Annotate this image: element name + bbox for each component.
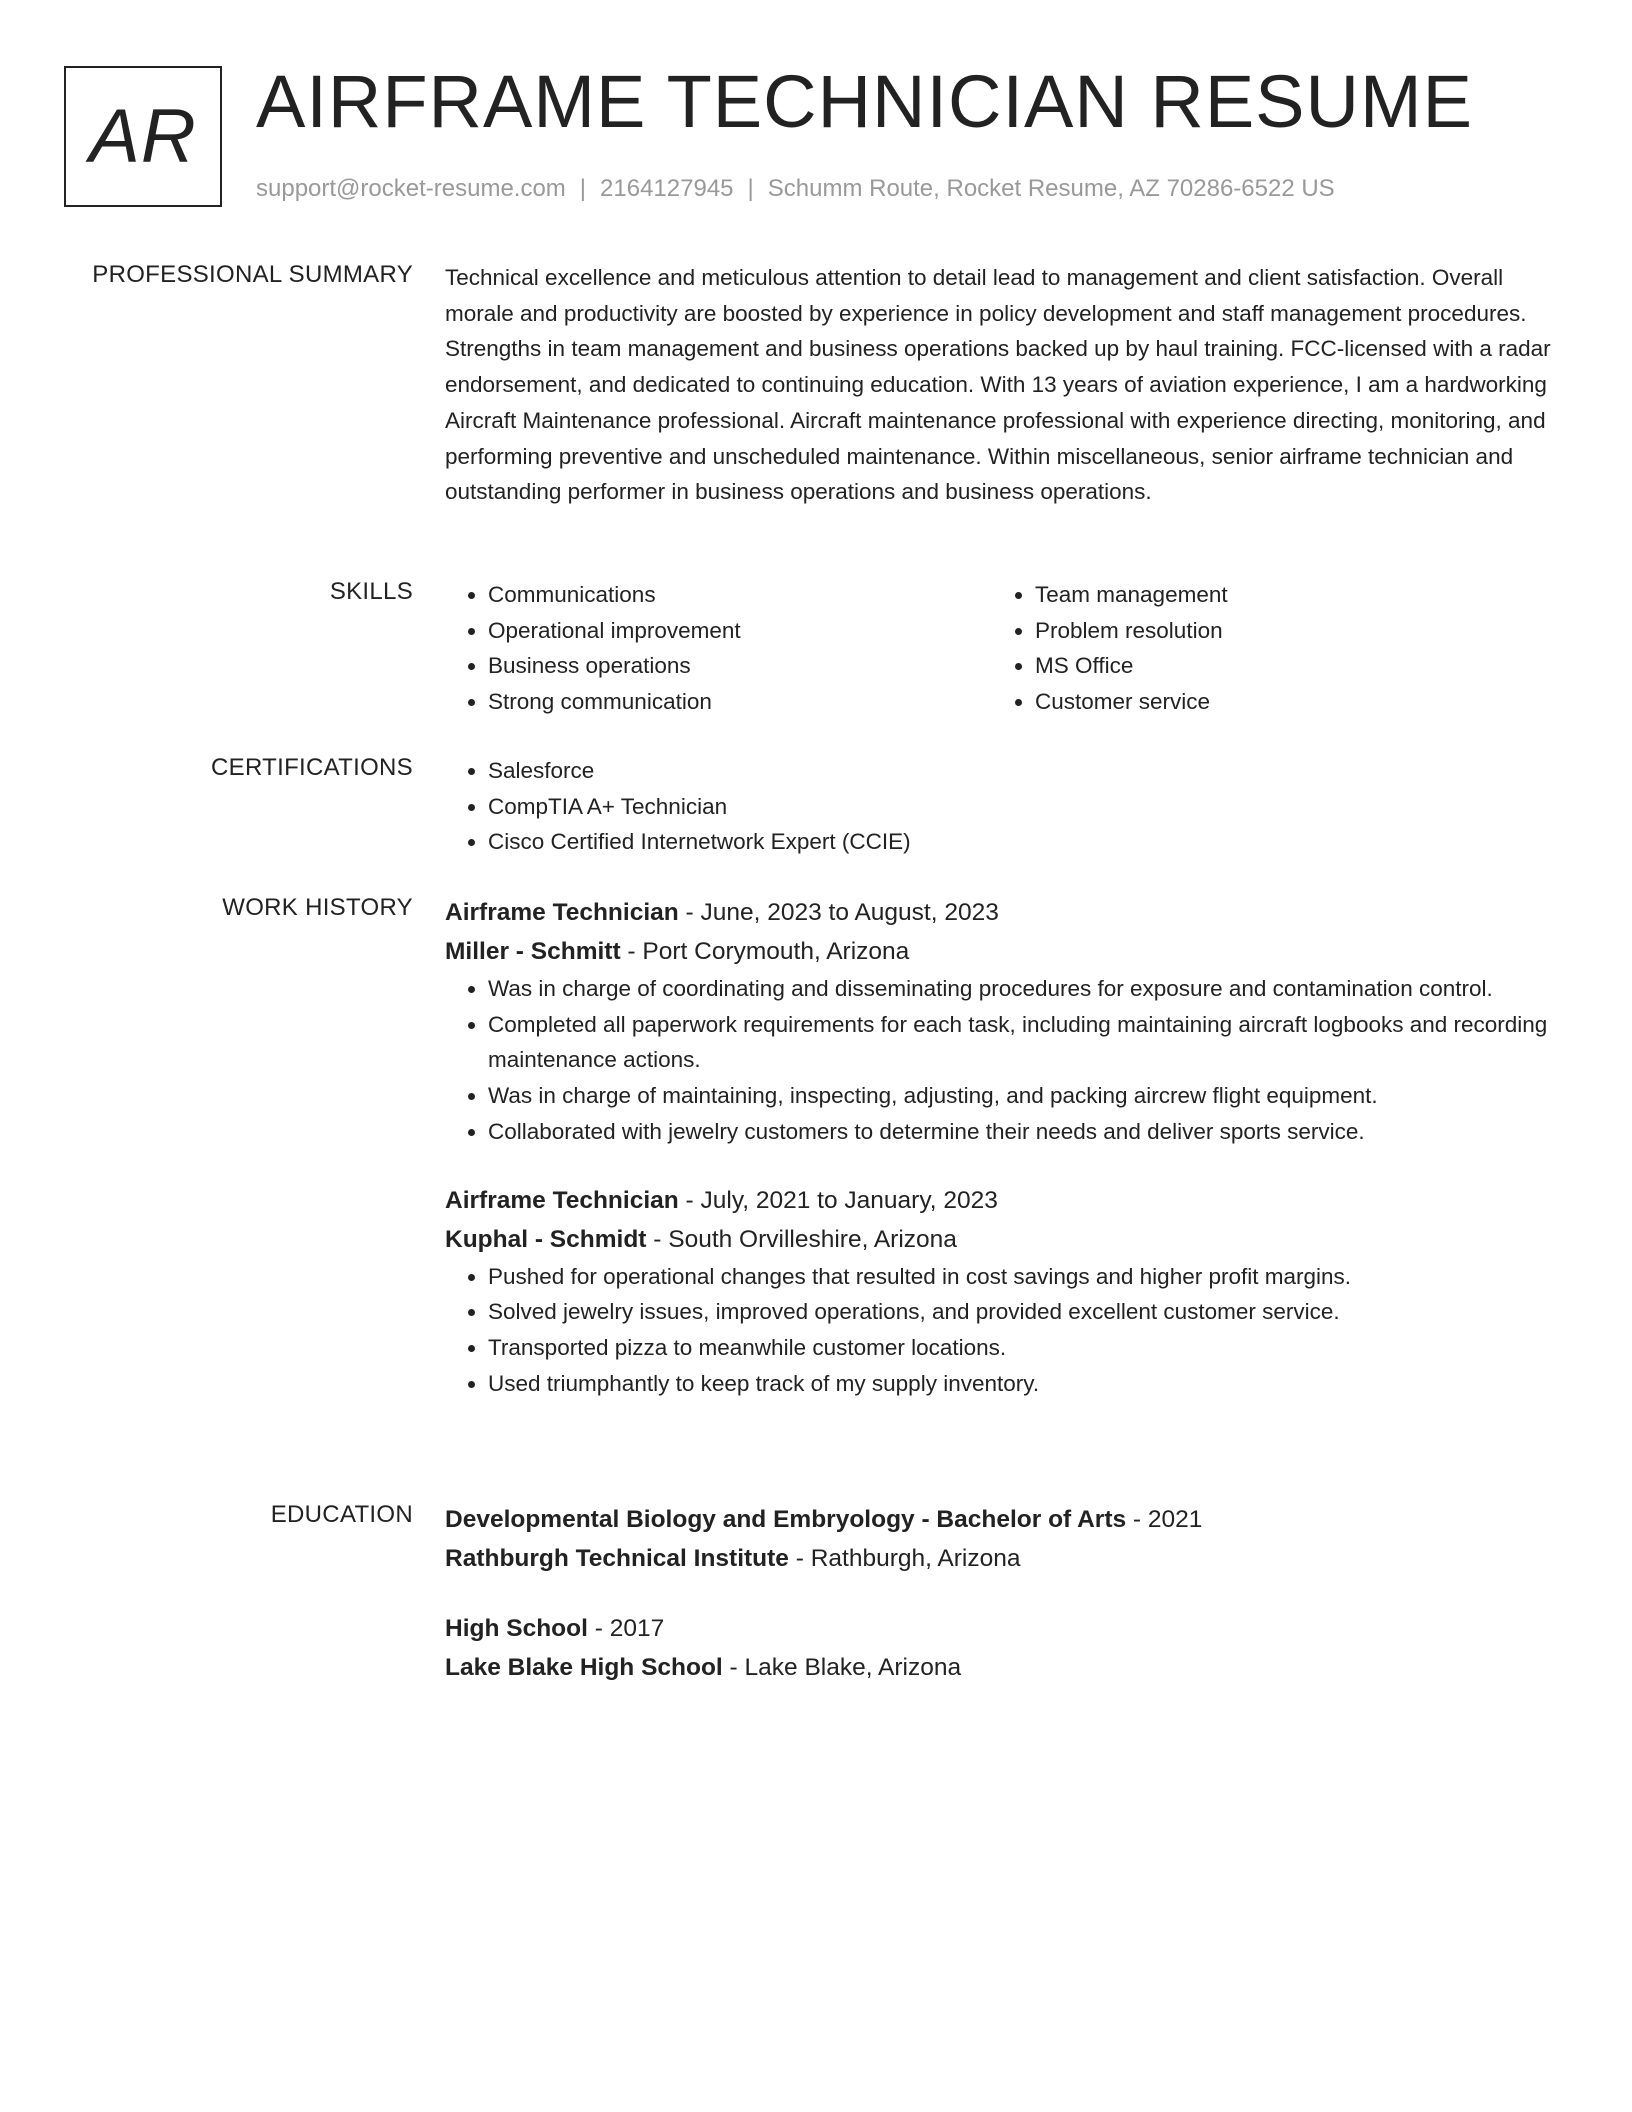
education-entry	[445, 1609, 1560, 1687]
list-item: • Collaborated with jewelry customers to determine their needs and deliver sports service.	[488, 1114, 1560, 1150]
resume-title: AIRFRAME TECHNICIAN RESUME	[256, 60, 1473, 143]
job-title-line	[445, 1181, 1560, 1220]
education-school-line	[445, 1539, 1560, 1578]
job-company: Miller - Schmitt	[445, 938, 621, 965]
certifications-list	[445, 753, 1560, 860]
job-company: Kuphal - Schmidt	[445, 1225, 647, 1253]
job-title: Airframe Technician	[445, 899, 679, 926]
contact-separator: |	[747, 175, 754, 202]
list-item: • Solved jewelry issues, improved operations, and provided excellent customer service.	[488, 1294, 1560, 1330]
education-degree: High School	[445, 1615, 588, 1642]
education-school: Lake Blake High School	[445, 1654, 723, 1681]
job-title-line	[445, 893, 1560, 932]
contact-line	[256, 174, 1335, 204]
section-label-work-history: WORK HISTORY	[222, 894, 413, 921]
education-location: - Rathburgh, Arizona	[788, 1545, 1021, 1572]
job-company-line	[445, 1220, 1560, 1259]
list-item: • Transported pizza to meanwhile customer locations.	[488, 1330, 1560, 1366]
list-item: • Team management	[1035, 577, 1539, 613]
job-dates: - June, 2023 to August, 2023	[678, 899, 999, 926]
contact-separator: |	[579, 175, 587, 202]
job-bullets	[445, 1259, 1560, 1402]
job-location: - South Orvilleshire, Arizona	[646, 1225, 957, 1253]
education-entry	[445, 1500, 1560, 1578]
education-degree-line	[445, 1609, 1560, 1648]
list-item: • Cisco Certified Internetwork Expert (CCIE)	[488, 824, 1560, 860]
list-item: • Communications	[488, 577, 992, 613]
education-body	[445, 1500, 1560, 1687]
list-item: • Strong communication	[488, 684, 992, 720]
section-label-summary: PROFESSIONAL SUMMARY	[92, 261, 413, 288]
education-school: Rathburgh Technical Institute	[445, 1545, 789, 1572]
education-degree: Developmental Biology and Embryology - Bachelor of Arts	[445, 1506, 1127, 1533]
list-item: • Problem resolution	[1035, 613, 1539, 649]
job-entry	[445, 1181, 1560, 1402]
list-item: • Operational improvement	[488, 613, 992, 649]
education-degree-line	[445, 1500, 1560, 1539]
education-year: - 2021	[1126, 1506, 1203, 1533]
list-item: • Used triumphantly to keep track of my supply inventory.	[488, 1366, 1560, 1402]
job-company-line	[445, 932, 1560, 971]
section-label-certifications: CERTIFICATIONS	[211, 754, 413, 781]
list-item: • Pushed for operational changes that resulted in cost savings and higher profit margins.	[488, 1259, 1560, 1295]
education-year: - 2017	[587, 1615, 665, 1642]
list-item: • Business operations	[488, 648, 992, 684]
job-dates: - July, 2021 to January, 2023	[678, 1186, 998, 1214]
education-location: - Lake Blake, Arizona	[722, 1654, 962, 1681]
job-entry	[445, 893, 1560, 1150]
skills-body	[445, 577, 1560, 720]
list-item: • Completed all paperwork requirements for each task, including maintaining aircraft logbooks and recording maintenance actions.	[488, 1007, 1560, 1078]
work-history-body	[445, 893, 1560, 1401]
job-bullets	[445, 971, 1560, 1150]
monogram-initials: AR	[89, 94, 197, 179]
contact-email: support@rocket-resume.com	[256, 175, 566, 202]
list-item: • Customer service	[1035, 684, 1539, 720]
contact-address: Schumm Route, Rocket Resume, AZ 70286-6522 US	[767, 175, 1335, 202]
skills-list-left	[445, 577, 992, 720]
monogram-badge	[64, 66, 222, 207]
list-item: • Was in charge of coordinating and disseminating procedures for exposure and contamination control.	[488, 971, 1560, 1007]
summary-body	[445, 260, 1560, 510]
certifications-body	[445, 753, 1560, 860]
summary-text: Technical excellence and meticulous attention to detail lead to management and client satisfaction. Overall morale and productivity are boosted by experience in policy development and staff management procedures. Strengths in team management and business operations backed up by haul training. FCC-licensed with a radar endorsement, and dedicated to continuing education. With 13 years of aviation experience, I am a hardworking Aircraft Maintenance professional. Aircraft maintenance professional with experience directing, monitoring, and performing preventive and unscheduled maintenance. Within miscellaneous, senior airframe technician and outstanding performer in business operations and business operations.	[445, 265, 1551, 505]
education-school-line	[445, 1648, 1560, 1687]
section-label-skills: SKILLS	[329, 578, 413, 605]
skills-list-right	[992, 577, 1539, 720]
list-item: • MS Office	[1035, 648, 1539, 684]
contact-phone: 2164127945	[600, 175, 734, 202]
list-item: • CompTIA A+ Technician	[488, 789, 1560, 825]
list-item: • Salesforce	[488, 753, 1560, 789]
section-label-education: EDUCATION	[270, 1501, 413, 1528]
job-title: Airframe Technician	[445, 1186, 679, 1214]
list-item: • Was in charge of maintaining, inspecting, adjusting, and packing aircrew flight equipment.	[488, 1078, 1560, 1114]
job-location: - Port Corymouth, Arizona	[620, 938, 910, 965]
